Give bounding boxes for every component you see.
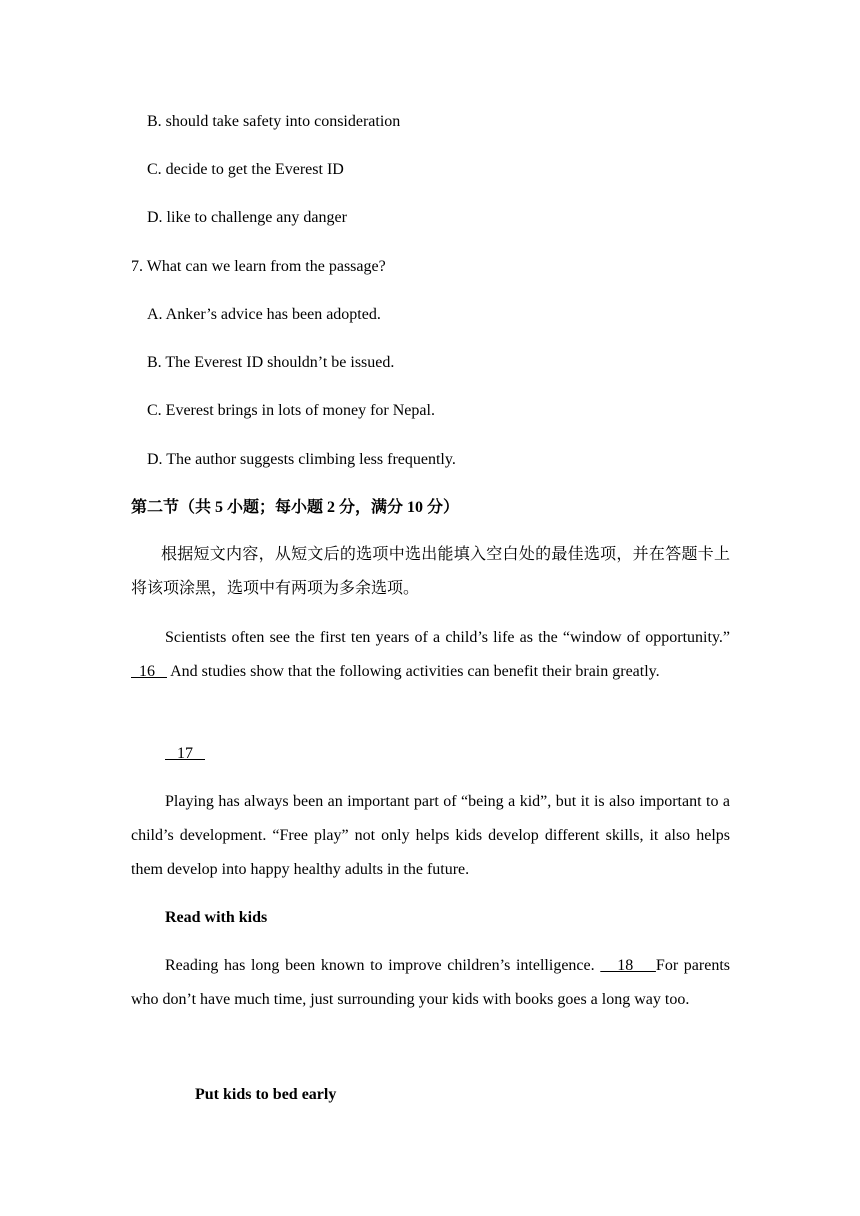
q7-stem: 7. What can we learn from the passage? <box>131 258 386 275</box>
q7-option-d: D. The author suggests climbing less frequently. <box>147 451 456 468</box>
blank-18: 18 <box>600 957 656 974</box>
blank-17: 17 <box>165 745 205 762</box>
section-heading: 第二节（共 5 小题；每小题 2 分，满分 10 分） <box>131 499 460 516</box>
subheading-put-kids-to-bed: Put kids to bed early <box>195 1086 337 1103</box>
passage-paragraph-3 <box>131 949 730 1017</box>
q6-option-d: D. like to challenge any danger <box>147 209 347 226</box>
section-instructions: 根据短文内容，从短文后的选项中选出能填入空白处的最佳选项，并在答题卡上将该项涂黑，选项中有两项为多余选项。 <box>131 546 730 597</box>
q7-option-b: B. The Everest ID shouldn’t be issued. <box>147 354 395 371</box>
passage-paragraph-2: Playing has always been an important part of “being a kid”, but it is also important to a child’s development. “Free play” not only helps kids develop different skills, it also helps them develop into happy healthy adults in the future. <box>131 793 730 878</box>
q7-option-a: A. Anker’s advice has been adopted. <box>147 306 381 323</box>
subheading-read-with-kids: Read with kids <box>165 909 268 926</box>
blank-16: 16 <box>131 663 167 680</box>
q7-option-c: C. Everest brings in lots of money for Nepal. <box>147 402 435 419</box>
blank-17-line <box>165 744 205 764</box>
q6-option-c: C. decide to get the Everest ID <box>147 161 344 178</box>
paragraph-text: Reading has long been known to improve children’s intelligence. <box>165 957 601 974</box>
paragraph-text: For parents who don’t have much time, just surrounding your kids with books goes a long way too. <box>131 957 731 1008</box>
paragraph-text: And studies show that the following activities can benefit their brain greatly. <box>167 663 660 680</box>
q6-option-b: B. should take safety into consideration <box>147 113 401 130</box>
passage-paragraph-1 <box>131 621 730 689</box>
paragraph-text: Scientists often see the first ten years of a child’s life as the “window of opportunity.” <box>165 629 730 646</box>
